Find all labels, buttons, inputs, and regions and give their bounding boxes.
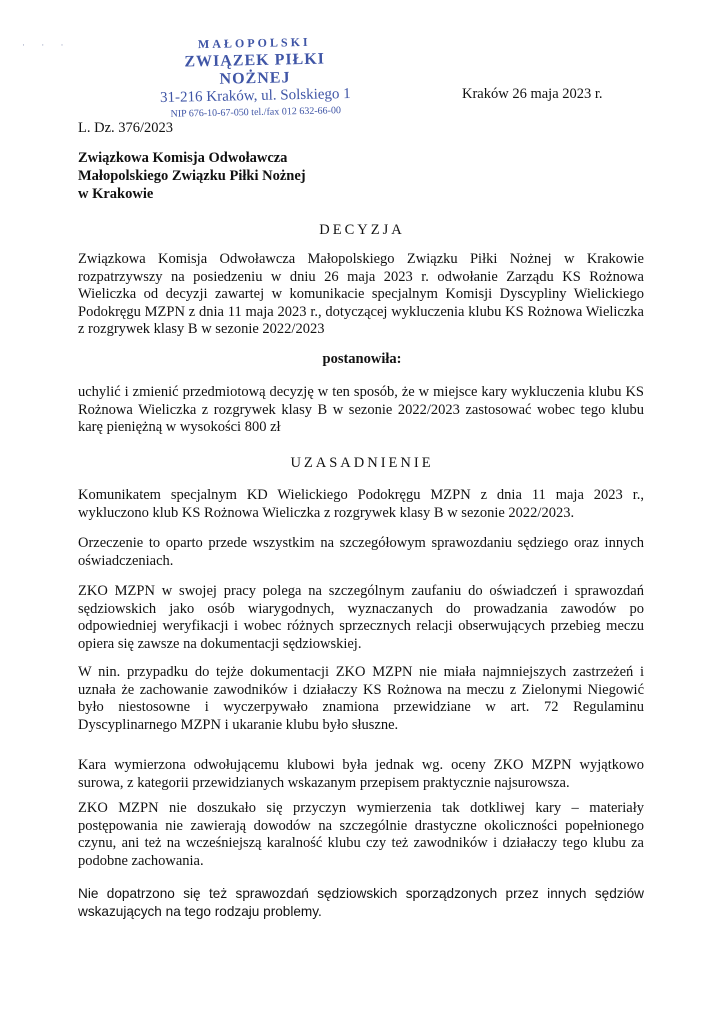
addressee-line-2: Małopolskiego Związku Piłki Nożnej	[78, 168, 306, 184]
addressee-line-3: w Krakowie	[78, 186, 154, 202]
justification-paragraph-3: ZKO MZPN w swojej pracy polega na szczególnym zaufaniu do oświadczeń i sprawozdań sędziowskich jako osób wiarygodnych, wyznaczanych do prowadzania zawodów po odpowiedniej weryfikacji i wobec różnych sprzecznych relacji obserwujących przebieg meczu opiera się zawsze na dokumentacji sędziowskiej.	[78, 583, 644, 652]
stamp-line-2: ZWIĄZEK PIŁKI NOŻNEJ	[184, 50, 326, 88]
justification-paragraph-1: Komunikatem specjalnym KD Wielickiego Podokręgu MZPN z dnia 11 maja 2023 r., wykluczono klub KS Rożnowa Wieliczka z rozgrywek klasy B w sezonie 2022/2023.	[78, 487, 644, 521]
justification-paragraph-6: ZKO MZPN nie doszukało się przyczyn wymierzenia tak dotkliwej kary – materiały postępowania nie zawierają dowodów na szczególnie drastyczne okoliczności popełnionego czynu, ani też na wcześniejszą karalność klubu czy też zawodników i działaczy tego klubu za podobne zachowania.	[78, 800, 644, 869]
scan-marks: · · ·	[22, 40, 71, 50]
justification-paragraph-5: Kara wymierzona odwołującemu klubowi była jednak wg. oceny ZKO MZPN wyjątkowo surowa, z kategorii przewidzianych wskazanym przepisem praktycznie najsurowsza.	[78, 757, 644, 791]
intro-paragraph: Związkowa Komisja Odwoławcza Małopolskiego Związku Piłki Nożnej w Krakowie rozpatrzywszy na posiedzeniu w dniu 26 maja 2023 r. odwołanie Zarządu KS Rożnowa Wieliczka od decyzji zawartej w komunikacie specjalnym Komisji Dyscypliny Wielickiego Podokręgu MZPN z dnia 11 maja 2023 r., dotyczącej wykluczenia klubu KS Rożnowa Wieliczka z rozgrywek klasy B w sezonie 2022/2023	[78, 251, 644, 338]
document-date: Kraków 26 maja 2023 r.	[462, 86, 603, 102]
justification-heading: UZASADNIENIE	[290, 455, 434, 471]
justification-paragraph-2: Orzeczenie to oparto przede wszystkim na szczegółowym sprawozdaniu sędziego oraz innych oświadczeniach.	[78, 535, 644, 569]
resolved-label: postanowiła:	[322, 351, 402, 367]
organization-stamp	[149, 34, 361, 120]
justification-paragraph-4: W nin. przypadku do tejże dokumentacji ZKO MZPN nie miała najmniejszych zastrzeżeń i uznała że zachowanie zawodników i działaczy KS Rożnowa na meczu z Zielonymi Niegowić było niestosowne i wyczerpywało znamiona przewidziane w art. 72 Regulaminu Dyscyplinarnego MZPN i ukaranie klubu było słuszne.	[78, 664, 644, 733]
stamp-line-3: 31-216 Kraków, ul. Solskiego 1	[159, 86, 351, 106]
decision-heading: DECYZJA	[319, 222, 405, 238]
addressee-line-1: Związkowa Komisja Odwoławcza	[78, 150, 288, 166]
justification-paragraph-7: Nie dopatrzono się też sprawozdań sędziowskich sporządzonych przez innych sędziów wskazujących na tego rodzaju problemy.	[78, 886, 644, 919]
reference-number: L. Dz. 376/2023	[78, 120, 174, 136]
ruling-paragraph: uchylić i zmienić przedmiotową decyzję w ten sposób, że w miejsce kary wykluczenia klubu KS Rożnowa Wieliczka z rozgrywek klasy B w sezonie 2022/2023 zastosować wobec tego klubu karę pieniężną w wysokości 800 zł	[78, 384, 644, 436]
stamp-line-1: MAŁOPOLSKI	[197, 34, 311, 52]
stamp-line-4: NIP 676-10-67-050 tel./fax 012 632-66-00	[170, 105, 342, 120]
addressee	[78, 149, 306, 203]
